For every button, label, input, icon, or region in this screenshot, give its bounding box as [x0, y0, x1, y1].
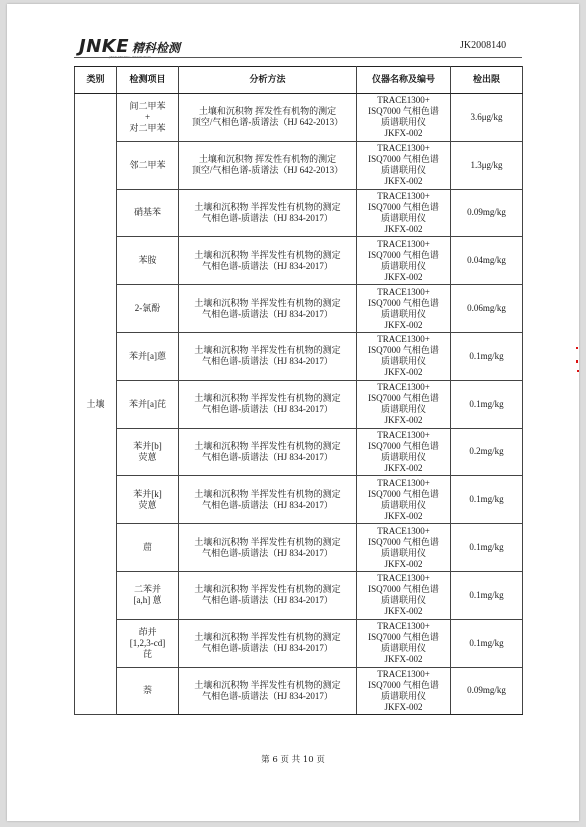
- item-cell: 邻二甲苯: [117, 141, 179, 189]
- item-cell: 二苯并 [a,h] 蒽: [117, 571, 179, 619]
- item-cell: 苯并[a]蒽: [117, 332, 179, 380]
- method-cell: 土壤和沉积物 半挥发性有机物的测定 气相色谱-质谱法（HJ 834-2017）: [179, 667, 357, 715]
- limit-cell: 0.04mg/kg: [451, 237, 523, 285]
- instrument-cell: TRACE1300+ ISQ7000 气相色谱 质谱联用仪 JKFX-002: [357, 667, 451, 715]
- item-cell: 2-氯酚: [117, 285, 179, 333]
- logo-subtitle: JINKE TESTING INSTITUTION: [109, 55, 151, 59]
- limit-cell: 0.1mg/kg: [451, 524, 523, 572]
- table-row: [75, 667, 523, 715]
- table-row: [75, 141, 523, 189]
- table-row: [75, 189, 523, 237]
- table-row: [75, 571, 523, 619]
- table-row: [75, 237, 523, 285]
- item-cell: 䓛: [117, 524, 179, 572]
- limit-cell: 0.1mg/kg: [451, 476, 523, 524]
- column-header: 分析方法: [179, 67, 357, 94]
- limit-cell: 0.1mg/kg: [451, 380, 523, 428]
- column-header: 检测项目: [117, 67, 179, 94]
- limit-cell: 1.3μg/kg: [451, 141, 523, 189]
- red-mark: [576, 360, 578, 363]
- table-row: [75, 94, 523, 142]
- item-cell: 苯胺: [117, 237, 179, 285]
- method-cell: 土壤和沉积物 挥发性有机物的测定 顶空/气相色谱-质谱法（HJ 642-2013）: [179, 141, 357, 189]
- column-header: 仪器名称及编号: [357, 67, 451, 94]
- limit-cell: 0.09mg/kg: [451, 189, 523, 237]
- method-cell: 土壤和沉积物 半挥发性有机物的测定 气相色谱-质谱法（HJ 834-2017）: [179, 428, 357, 476]
- instrument-cell: TRACE1300+ ISQ7000 气相色谱 质谱联用仪 JKFX-002: [357, 476, 451, 524]
- item-cell: 萘: [117, 667, 179, 715]
- red-mark: [576, 347, 578, 349]
- item-cell: 苯并[b] 荧蒽: [117, 428, 179, 476]
- limit-cell: 3.6μg/kg: [451, 94, 523, 142]
- instrument-cell: TRACE1300+ ISQ7000 气相色谱 质谱联用仪 JKFX-002: [357, 285, 451, 333]
- limit-cell: 0.1mg/kg: [451, 619, 523, 667]
- method-cell: 土壤和沉积物 半挥发性有机物的测定 气相色谱-质谱法（HJ 834-2017）: [179, 380, 357, 428]
- table-body: [75, 94, 523, 715]
- column-header: 检出限: [451, 67, 523, 94]
- item-cell: 硝基苯: [117, 189, 179, 237]
- company-logo: [79, 36, 181, 59]
- header-divider: [74, 57, 522, 58]
- instrument-cell: TRACE1300+ ISQ7000 气相色谱 质谱联用仪 JKFX-002: [357, 332, 451, 380]
- table-row: [75, 380, 523, 428]
- item-cell: 苯并[a]芘: [117, 380, 179, 428]
- table-row: [75, 285, 523, 333]
- category-cell: 土壤: [75, 94, 117, 715]
- table-row: [75, 619, 523, 667]
- instrument-cell: TRACE1300+ ISQ7000 气相色谱 质谱联用仪 JKFX-002: [357, 189, 451, 237]
- table-row: [75, 428, 523, 476]
- logo-cn-text: 精科检测: [132, 41, 181, 55]
- limit-cell: 0.1mg/kg: [451, 571, 523, 619]
- method-cell: 土壤和沉积物 半挥发性有机物的测定 气相色谱-质谱法（HJ 834-2017）: [179, 476, 357, 524]
- report-page: [7, 4, 579, 821]
- item-cell: 苯并[k] 荧蒽: [117, 476, 179, 524]
- method-cell: 土壤和沉积物 半挥发性有机物的测定 气相色谱-质谱法（HJ 834-2017）: [179, 189, 357, 237]
- table-header-row: [75, 67, 523, 94]
- instrument-cell: TRACE1300+ ISQ7000 气相色谱 质谱联用仪 JKFX-002: [357, 94, 451, 142]
- logo-text: JNKE: [79, 36, 130, 57]
- instrument-cell: TRACE1300+ ISQ7000 气相色谱 质谱联用仪 JKFX-002: [357, 619, 451, 667]
- limit-cell: 0.2mg/kg: [451, 428, 523, 476]
- table-row: [75, 332, 523, 380]
- column-header: 类别: [75, 67, 117, 94]
- limit-cell: 0.06mg/kg: [451, 285, 523, 333]
- red-mark: [577, 370, 579, 372]
- item-cell: 茚并 [1,2,3-cd] 芘: [117, 619, 179, 667]
- report-number: JK2008140: [460, 40, 507, 51]
- instrument-cell: TRACE1300+ ISQ7000 气相色谱 质谱联用仪 JKFX-002: [357, 380, 451, 428]
- method-cell: 土壤和沉积物 挥发性有机物的测定 顶空/气相色谱-质谱法（HJ 642-2013）: [179, 94, 357, 142]
- instrument-cell: TRACE1300+ ISQ7000 气相色谱 质谱联用仪 JKFX-002: [357, 237, 451, 285]
- results-table: [74, 66, 523, 715]
- item-cell: 间二甲苯 + 对二甲苯: [117, 94, 179, 142]
- table-row: [75, 524, 523, 572]
- instrument-cell: TRACE1300+ ISQ7000 气相色谱 质谱联用仪 JKFX-002: [357, 428, 451, 476]
- method-cell: 土壤和沉积物 半挥发性有机物的测定 气相色谱-质谱法（HJ 834-2017）: [179, 619, 357, 667]
- method-cell: 土壤和沉积物 半挥发性有机物的测定 气相色谱-质谱法（HJ 834-2017）: [179, 285, 357, 333]
- instrument-cell: TRACE1300+ ISQ7000 气相色谱 质谱联用仪 JKFX-002: [357, 141, 451, 189]
- limit-cell: 0.09mg/kg: [451, 667, 523, 715]
- instrument-cell: TRACE1300+ ISQ7000 气相色谱 质谱联用仪 JKFX-002: [357, 524, 451, 572]
- method-cell: 土壤和沉积物 半挥发性有机物的测定 气相色谱-质谱法（HJ 834-2017）: [179, 524, 357, 572]
- instrument-cell: TRACE1300+ ISQ7000 气相色谱 质谱联用仪 JKFX-002: [357, 571, 451, 619]
- method-cell: 土壤和沉积物 半挥发性有机物的测定 气相色谱-质谱法（HJ 834-2017）: [179, 237, 357, 285]
- method-cell: 土壤和沉积物 半挥发性有机物的测定 气相色谱-质谱法（HJ 834-2017）: [179, 332, 357, 380]
- page-footer: 第 6 页 共 10 页: [261, 755, 325, 765]
- limit-cell: 0.1mg/kg: [451, 332, 523, 380]
- table-row: [75, 476, 523, 524]
- method-cell: 土壤和沉积物 半挥发性有机物的测定 气相色谱-质谱法（HJ 834-2017）: [179, 571, 357, 619]
